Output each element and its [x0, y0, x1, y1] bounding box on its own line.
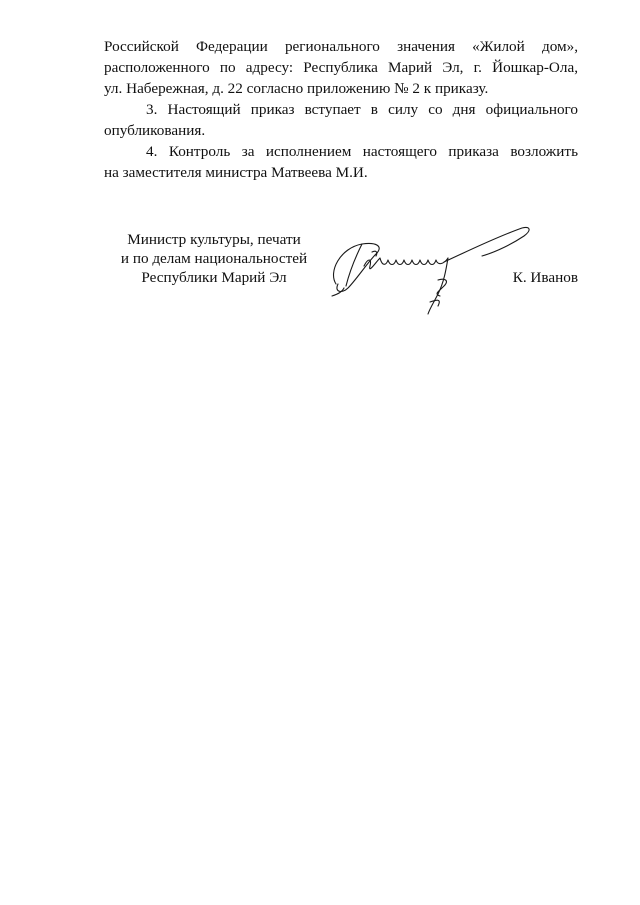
paragraph-continuation — [104, 36, 578, 99]
clause-3 — [104, 99, 578, 141]
signature-block — [104, 230, 578, 330]
text-line: 3. Настоящий приказ вступает в силу со дня официального — [146, 101, 578, 118]
text-line: 4. Контроль за исполнением настоящего приказа возложить — [146, 143, 578, 160]
signer-name: К. Иванов — [512, 269, 578, 286]
text-line: расположенного по адресу: Республика Марий Эл, г. Йошкар-Ола, — [104, 59, 578, 76]
handwritten-signature — [326, 222, 536, 322]
text-line: опубликования. — [104, 122, 206, 139]
text-line: ул. Набережная, д. 22 согласно приложению № 2 к приказу. — [104, 80, 489, 97]
text-line: Российской Федерации регионального значения «Жилой дом», — [104, 38, 578, 55]
text-line: на заместителя министра Матвеева М.И. — [104, 164, 368, 181]
signer-position — [104, 230, 324, 287]
clause-4 — [104, 141, 578, 183]
position-line: Министр культуры, печати — [127, 231, 301, 248]
position-line: Республики Марий Эл — [141, 269, 287, 286]
document-body — [104, 36, 578, 183]
position-line: и по делам национальностей — [120, 250, 308, 267]
